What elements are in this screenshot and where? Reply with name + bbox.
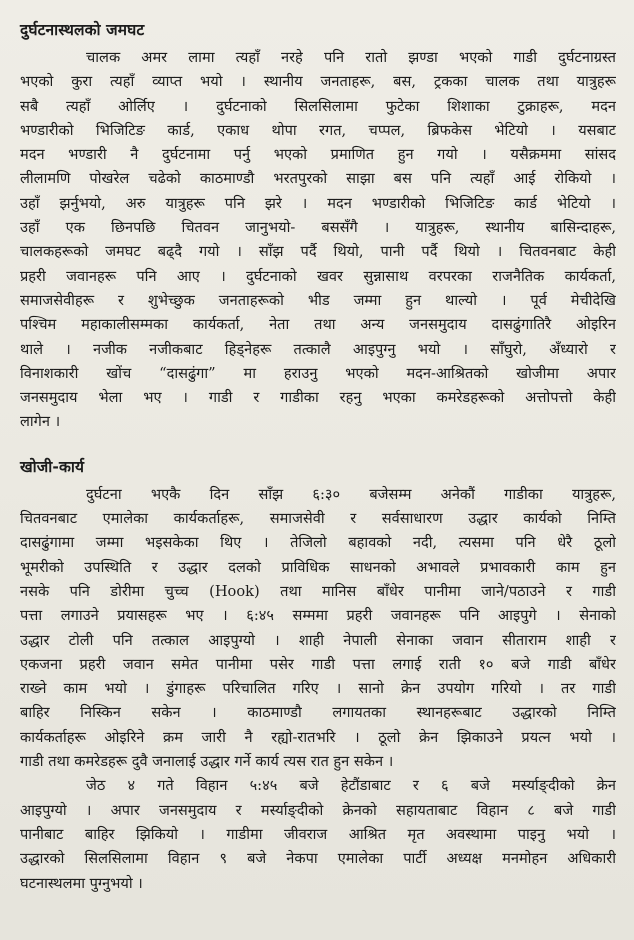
paragraph-gathering	[20, 46, 616, 435]
text-line: भएको कुरा त्यहाँ व्याप्त भयो । स्थानीय जनताहरू, बस, ट्रकका चालक तथा यात्रुहरू	[20, 73, 616, 91]
text-line: एकजना प्रहरी जवान समेत पानीमा पसेर गाडी पत्ता लगाई राती १० बजे गाडी बाँधेर	[20, 655, 616, 673]
text-line: उहाँ झर्नुभयो, अरु यात्रुहरू पनि झरे । मदन भण्डारीको भिजिटिङ कार्ड भेटियो ।	[20, 194, 616, 212]
text-line: उद्धारको सिलसिलामा विहान ९ बजे नेकपा एमालेका पार्टी अध्यक्ष मनमोहन अधिकारी	[20, 850, 616, 868]
text-line: राख्ने काम भयो । डुंगाहरू परिचालित गरिए । सानो क्रेन उपयोग गरियो । तर गाडी	[20, 680, 616, 698]
text-line: पानीबाट बाहिर झिकियो । गाडीमा जीवराज आश्रित मृत अवस्थामा पाइनु भयो ।	[20, 825, 616, 843]
text-line: जेठ ४ गते विहान ५:४५ बजे हेटौंडाबाट र ६ बजे मर्स्याङ्दीको क्रेन	[86, 777, 616, 795]
text-line: भण्डारीको भिजिटिङ कार्ड, एकाध थोपा रगत, चप्पल, ब्रिफकेस भेटियो । यसबाट	[20, 121, 616, 139]
paragraph-search-1	[20, 483, 616, 775]
text-line: लागेन ।	[20, 413, 61, 431]
text-line: पश्चिम महाकालीसम्मका कार्यकर्ता, नेता तथा अन्य जनसमुदाय दासढुंगातिरै ओइरिन	[20, 316, 616, 334]
text-line: दासढुंगामा जम्मा भइसकेका थिए । तेजिलो बहावको नदी, त्यसमा पनि धेरै ठूलो	[20, 534, 616, 552]
text-line: कार्यकर्ताहरू ओइरिने क्रम जारी नै रह्यो-रातभरि । ठूलो क्रेन झिकाउने प्रयत्न भयो ।	[20, 728, 616, 746]
section-heading-search: खोजी-कार्य	[20, 457, 85, 476]
text-line: विनाशकारी खोंच “दासढुंगा” मा हराउनु भएको मदन-आश्रितको खोजीमा अपार	[20, 364, 616, 382]
paragraph-search-2	[20, 774, 616, 895]
text-line: पत्ता लगाउने प्रयासहरू भए । ६:४५ सम्ममा प्रहरी जवानहरू पनि आइपुगे । सेनाको	[20, 607, 616, 625]
text-line: घटनास्थलमा पुग्नुभयो ।	[20, 874, 143, 892]
text-line: दुर्घटना भएकै दिन साँझ ६:३० बजेसम्म अनेकौं गाडीका यात्रुहरू,	[86, 485, 616, 503]
text-line: थाले । नजीक नजीकबाट हिड्नेहरू तत्कालै आइपुग्नु भयो । साँघुरो, अँध्यारो र	[20, 340, 616, 358]
text-line: उहाँ एक छिनपछि चितवन जानुभयो- बससँगै । यात्रुहरू, स्थानीय बासिन्दाहरू,	[20, 219, 616, 237]
section-heading-gathering: दुर्घटनास्थलको जमघट	[20, 21, 145, 39]
text-line: चितवनबाट एमालेका कार्यकर्ताहरू, समाजसेवी र सर्वसाधारण उद्धार कार्यको निम्ति	[20, 510, 616, 528]
text-line: नसके पनि डोरीमा चुच्च (Hook) तथा मानिस बाँधेर पानीमा जाने/पठाउने र गाडी	[20, 582, 616, 600]
text-line: मदन भण्डारी नै दुर्घटनामा पर्नु भएको प्रमाणित हुन गयो । यसैक्रममा सांसद	[20, 146, 616, 164]
text-line: जनसमुदाय भेला भए । गाडी र गाडीका रहनु भएका कमरेडहरूको अत्तोपत्तो केही	[20, 389, 616, 407]
text-line: चालकहरूको जमघट बढ्दै गयो । साँझ पर्दै थियो, पानी पर्दै थियो । चितवनबाट केही	[20, 243, 616, 261]
text-line: बाहिर निस्किन सकेन । काठमाण्डौ लगायतका स्थानहरूबाट उद्धारको निम्ति	[20, 704, 616, 722]
text-line: भूमरीको उपस्थिति र उद्धार दलको प्राविधिक साधनको अभावले प्रभावकारी काम हुन	[20, 558, 616, 576]
text-line: सबै त्यहाँ ओर्लिए । दुर्घटनाको सिलसिलामा फुटेका शिशाका टुक्राहरू, मदन	[20, 97, 616, 115]
text-line: उद्धार टोली पनि तत्काल आइपुग्यो । शाही नेपाली सेनाका जवान सीताराम शाही र	[20, 631, 616, 649]
text-line: आइपुग्यो । अपार जनसमुदाय र मर्स्याङ्दीको क्रेनको सहायताबाट विहान ८ बजे गाडी	[20, 801, 616, 819]
text-line: चालक अमर लामा त्यहाँ नरहे पनि रातो झण्डा भएको गाडी दुर्घटनाग्रस्त	[86, 49, 616, 66]
text-line: प्रहरी जवानहरू पनि आए । दुर्घटनाको खवर सुन्नासाथ वरपरका राजनैतिक कार्यकर्ता,	[20, 267, 616, 285]
text-line: समाजसेवीहरू र शुभेच्छुक जनताहरूको भीड जम्मा हुन थाल्यो । पूर्व मेचीदेखि	[20, 291, 616, 309]
text-line: गाडी तथा कमरेडहरू दुवै जनालाई उद्धार गर्ने कार्य त्यस रात हुन सकेन ।	[20, 753, 394, 771]
text-line: लीलामणि पोखरेल चढेको काठमाण्डौ भरतपुरको साझा बस पनि त्यहाँ आई रोकियो ।	[20, 170, 616, 188]
